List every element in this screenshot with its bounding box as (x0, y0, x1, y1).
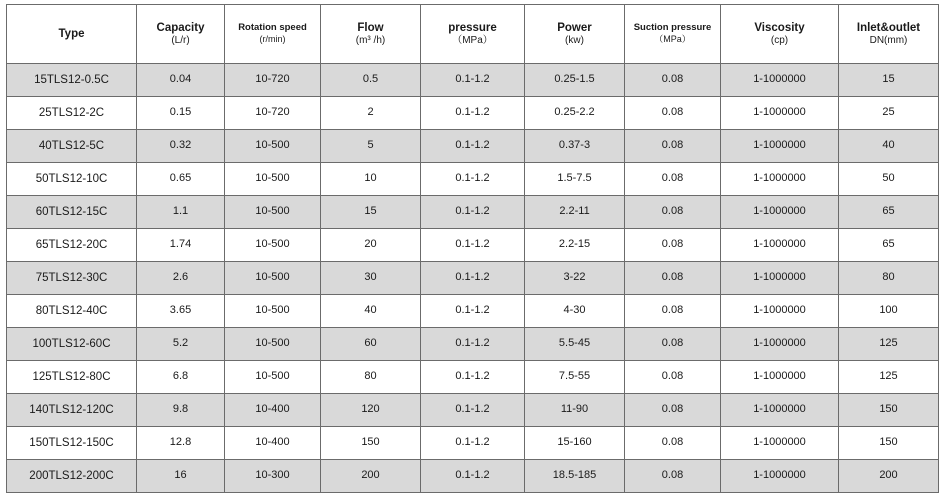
column-header-inlet-outlet-unit: DN(mm) (869, 34, 908, 46)
table-row (7, 196, 939, 229)
cell-type: 60TLS12-15C (7, 196, 137, 229)
cell-rotation-speed: 10-500 (225, 295, 321, 328)
cell-suction-pressure: 0.08 (625, 328, 721, 361)
cell-suction-pressure: 0.08 (625, 229, 721, 262)
column-header-capacity-unit: (L/r) (171, 34, 190, 46)
cell-suction-pressure: 0.08 (625, 64, 721, 97)
cell-viscosity: 1-1000000 (721, 295, 839, 328)
cell-inlet-outlet: 80 (839, 262, 939, 295)
table-header-row (7, 5, 939, 64)
cell-flow: 80 (321, 361, 421, 394)
column-header-pressure-unit: （MPa） (452, 34, 493, 46)
table-row (7, 163, 939, 196)
table-row (7, 64, 939, 97)
table-row (7, 328, 939, 361)
cell-viscosity: 1-1000000 (721, 163, 839, 196)
table-row (7, 427, 939, 460)
cell-capacity: 0.32 (137, 130, 225, 163)
column-header-inlet-outlet-label: Inlet&outlet (856, 21, 921, 34)
cell-pressure: 0.1-1.2 (421, 460, 525, 493)
table-row (7, 130, 939, 163)
cell-power: 2.2-11 (525, 196, 625, 229)
table-row (7, 97, 939, 130)
cell-rotation-speed: 10-500 (225, 262, 321, 295)
cell-type: 125TLS12-80C (7, 361, 137, 394)
cell-power: 15-160 (525, 427, 625, 460)
cell-flow: 40 (321, 295, 421, 328)
cell-suction-pressure: 0.08 (625, 97, 721, 130)
cell-flow: 120 (321, 394, 421, 427)
table-row (7, 229, 939, 262)
column-header-rotation-speed-label: Rotation speed (238, 22, 307, 34)
column-header-type (7, 5, 137, 64)
cell-capacity: 6.8 (137, 361, 225, 394)
cell-type: 140TLS12-120C (7, 394, 137, 427)
cell-viscosity: 1-1000000 (721, 64, 839, 97)
column-header-viscosity-unit: (cp) (770, 34, 789, 46)
cell-capacity: 1.74 (137, 229, 225, 262)
cell-capacity: 9.8 (137, 394, 225, 427)
column-header-type-label: Type (58, 27, 85, 40)
column-header-power (525, 5, 625, 64)
column-header-capacity (137, 5, 225, 64)
cell-flow: 15 (321, 196, 421, 229)
cell-pressure: 0.1-1.2 (421, 328, 525, 361)
cell-rotation-speed: 10-500 (225, 130, 321, 163)
cell-suction-pressure: 0.08 (625, 262, 721, 295)
column-header-flow (321, 5, 421, 64)
column-header-inlet-outlet (839, 5, 939, 64)
cell-suction-pressure: 0.08 (625, 130, 721, 163)
cell-inlet-outlet: 65 (839, 196, 939, 229)
cell-inlet-outlet: 125 (839, 328, 939, 361)
cell-suction-pressure: 0.08 (625, 163, 721, 196)
cell-pressure: 0.1-1.2 (421, 97, 525, 130)
cell-inlet-outlet: 25 (839, 97, 939, 130)
cell-viscosity: 1-1000000 (721, 229, 839, 262)
column-header-capacity-label: Capacity (156, 21, 205, 34)
cell-inlet-outlet: 150 (839, 427, 939, 460)
cell-rotation-speed: 10-500 (225, 229, 321, 262)
cell-type: 65TLS12-20C (7, 229, 137, 262)
cell-power: 4-30 (525, 295, 625, 328)
cell-capacity: 3.65 (137, 295, 225, 328)
cell-pressure: 0.1-1.2 (421, 295, 525, 328)
cell-inlet-outlet: 65 (839, 229, 939, 262)
cell-pressure: 0.1-1.2 (421, 394, 525, 427)
table-row (7, 262, 939, 295)
cell-rotation-speed: 10-300 (225, 460, 321, 493)
cell-power: 1.5-7.5 (525, 163, 625, 196)
column-header-rotation-speed (225, 5, 321, 64)
table-row (7, 460, 939, 493)
cell-type: 100TLS12-60C (7, 328, 137, 361)
column-header-power-unit: (kw) (565, 34, 584, 46)
cell-capacity: 1.1 (137, 196, 225, 229)
column-header-viscosity (721, 5, 839, 64)
cell-viscosity: 1-1000000 (721, 394, 839, 427)
cell-viscosity: 1-1000000 (721, 361, 839, 394)
column-header-suction-pressure (625, 5, 721, 64)
cell-inlet-outlet: 50 (839, 163, 939, 196)
cell-flow: 10 (321, 163, 421, 196)
cell-type: 15TLS12-0.5C (7, 64, 137, 97)
cell-capacity: 0.04 (137, 64, 225, 97)
cell-pressure: 0.1-1.2 (421, 427, 525, 460)
cell-type: 200TLS12-200C (7, 460, 137, 493)
column-header-pressure (421, 5, 525, 64)
column-header-power-label: Power (557, 21, 592, 34)
cell-power: 0.25-1.5 (525, 64, 625, 97)
cell-rotation-speed: 10-500 (225, 163, 321, 196)
cell-rotation-speed: 10-500 (225, 196, 321, 229)
cell-type: 75TLS12-30C (7, 262, 137, 295)
cell-inlet-outlet: 150 (839, 394, 939, 427)
cell-flow: 20 (321, 229, 421, 262)
cell-viscosity: 1-1000000 (721, 460, 839, 493)
cell-power: 3-22 (525, 262, 625, 295)
cell-rotation-speed: 10-400 (225, 394, 321, 427)
cell-capacity: 12.8 (137, 427, 225, 460)
cell-viscosity: 1-1000000 (721, 130, 839, 163)
column-header-flow-label: Flow (357, 21, 384, 34)
table-header (7, 5, 939, 64)
cell-pressure: 0.1-1.2 (421, 163, 525, 196)
cell-rotation-speed: 10-500 (225, 328, 321, 361)
cell-rotation-speed: 10-720 (225, 97, 321, 130)
cell-flow: 200 (321, 460, 421, 493)
cell-capacity: 0.15 (137, 97, 225, 130)
cell-inlet-outlet: 15 (839, 64, 939, 97)
cell-pressure: 0.1-1.2 (421, 262, 525, 295)
cell-pressure: 0.1-1.2 (421, 130, 525, 163)
table-body (7, 64, 939, 493)
cell-suction-pressure: 0.08 (625, 427, 721, 460)
table-row (7, 295, 939, 328)
cell-suction-pressure: 0.08 (625, 361, 721, 394)
cell-viscosity: 1-1000000 (721, 328, 839, 361)
cell-power: 5.5-45 (525, 328, 625, 361)
cell-flow: 0.5 (321, 64, 421, 97)
cell-type: 80TLS12-40C (7, 295, 137, 328)
cell-type: 25TLS12-2C (7, 97, 137, 130)
cell-flow: 60 (321, 328, 421, 361)
column-header-suction-pressure-unit: （MPa） (654, 34, 691, 45)
cell-inlet-outlet: 200 (839, 460, 939, 493)
cell-pressure: 0.1-1.2 (421, 361, 525, 394)
column-header-pressure-label: pressure (448, 21, 497, 34)
table-row (7, 361, 939, 394)
cell-power: 2.2-15 (525, 229, 625, 262)
cell-rotation-speed: 10-720 (225, 64, 321, 97)
cell-inlet-outlet: 40 (839, 130, 939, 163)
cell-suction-pressure: 0.08 (625, 196, 721, 229)
cell-capacity: 5.2 (137, 328, 225, 361)
cell-pressure: 0.1-1.2 (421, 229, 525, 262)
cell-flow: 30 (321, 262, 421, 295)
cell-flow: 5 (321, 130, 421, 163)
column-header-rotation-speed-unit: (r/min) (259, 34, 286, 45)
cell-pressure: 0.1-1.2 (421, 196, 525, 229)
cell-type: 150TLS12-150C (7, 427, 137, 460)
column-header-suction-pressure-label: Suction pressure (633, 22, 712, 34)
column-header-flow-unit: (m³ /h) (355, 34, 386, 46)
cell-flow: 150 (321, 427, 421, 460)
cell-type: 40TLS12-5C (7, 130, 137, 163)
cell-power: 0.25-2.2 (525, 97, 625, 130)
column-header-viscosity-label: Viscosity (754, 21, 805, 34)
cell-viscosity: 1-1000000 (721, 262, 839, 295)
cell-suction-pressure: 0.08 (625, 460, 721, 493)
cell-power: 7.5-55 (525, 361, 625, 394)
specification-table (6, 4, 939, 493)
cell-viscosity: 1-1000000 (721, 97, 839, 130)
cell-suction-pressure: 0.08 (625, 394, 721, 427)
table-row (7, 394, 939, 427)
cell-power: 11-90 (525, 394, 625, 427)
cell-pressure: 0.1-1.2 (421, 64, 525, 97)
cell-power: 0.37-3 (525, 130, 625, 163)
cell-capacity: 2.6 (137, 262, 225, 295)
cell-inlet-outlet: 125 (839, 361, 939, 394)
cell-capacity: 16 (137, 460, 225, 493)
cell-inlet-outlet: 100 (839, 295, 939, 328)
cell-rotation-speed: 10-400 (225, 427, 321, 460)
cell-viscosity: 1-1000000 (721, 427, 839, 460)
cell-flow: 2 (321, 97, 421, 130)
cell-capacity: 0.65 (137, 163, 225, 196)
cell-type: 50TLS12-10C (7, 163, 137, 196)
cell-power: 18.5-185 (525, 460, 625, 493)
cell-rotation-speed: 10-500 (225, 361, 321, 394)
cell-suction-pressure: 0.08 (625, 295, 721, 328)
cell-viscosity: 1-1000000 (721, 196, 839, 229)
